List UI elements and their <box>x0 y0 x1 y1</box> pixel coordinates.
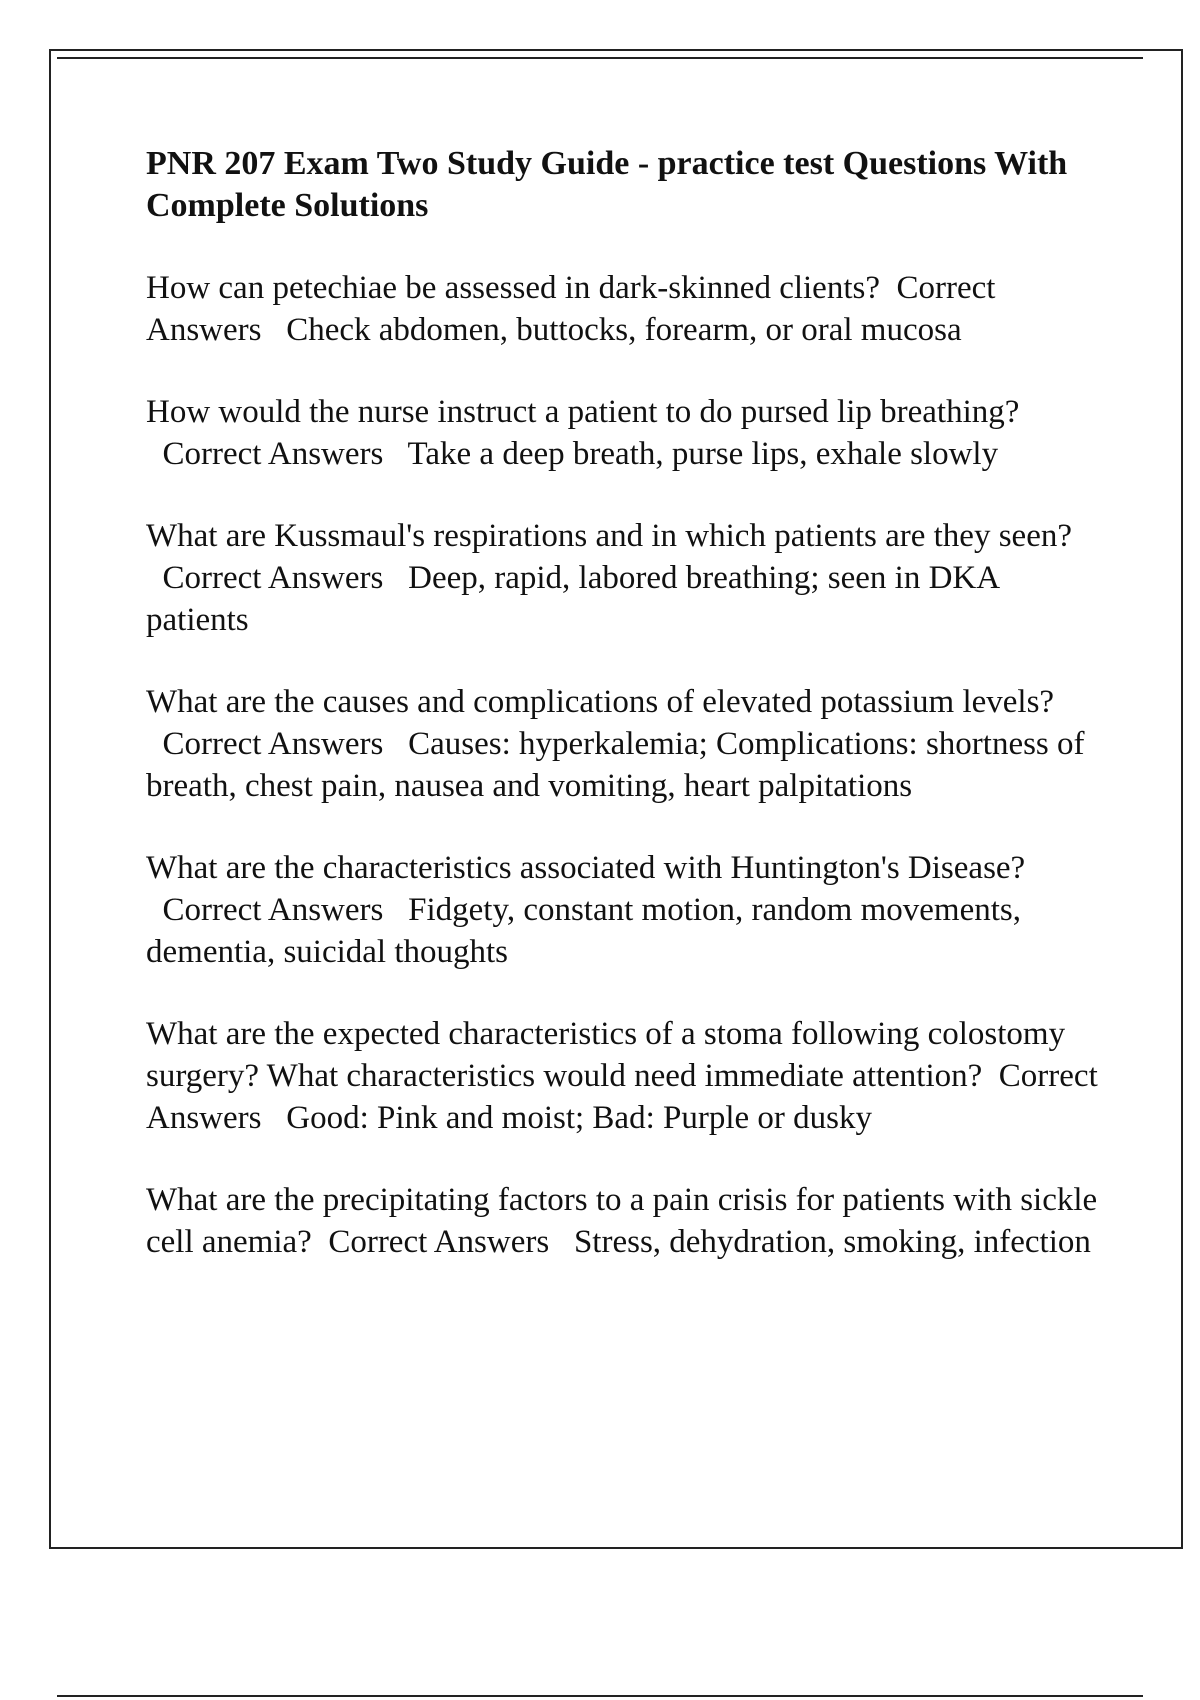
qa-item <box>146 1013 1106 1139</box>
question-text: What are the expected characteristics of a stoma following colostomy surgery? What characteristics would need immediate attention? <box>146 1016 1066 1094</box>
bottom-rule <box>57 1695 1143 1697</box>
qa-item <box>146 847 1106 973</box>
question-text: What are Kussmaul's respirations and in which patients are they seen? <box>146 518 1072 554</box>
answer-text: Stress, dehydration, smoking, infection <box>573 1224 1091 1260</box>
answer-label: Correct Answers <box>146 1058 1098 1136</box>
qa-item <box>146 515 1106 641</box>
answer-text: Fidgety, constant motion, random movements, dementia, suicidal thoughts <box>146 892 1021 970</box>
qa-item <box>146 391 1106 475</box>
question-text: What are the characteristics associated with Huntington's Disease? <box>146 850 1026 886</box>
question-text: How would the nurse instruct a patient to do pursed lip breathing? <box>146 394 1020 430</box>
answer-label: Correct Answers <box>162 892 384 928</box>
answer-label: Correct Answers <box>162 436 384 472</box>
answer-text: Good: Pink and moist; Bad: Purple or dusky <box>286 1100 872 1136</box>
answer-label: Correct Answers <box>146 270 996 348</box>
question-text: What are the causes and complications of elevated potassium levels? <box>146 684 1055 720</box>
qa-item <box>146 681 1106 807</box>
question-text: How can petechiae be assessed in dark-skinned clients? <box>146 270 880 306</box>
answer-label: Correct Answers <box>162 560 384 596</box>
document-title: PNR 207 Exam Two Study Guide - practice test Questions With Complete Solutions <box>146 145 1068 224</box>
answer-text: Deep, rapid, labored breathing; seen in DKA patients <box>146 560 999 638</box>
answer-text: Check abdomen, buttocks, forearm, or oral mucosa <box>286 312 962 348</box>
answer-label: Correct Answers <box>162 726 384 762</box>
question-text: What are the precipitating factors to a pain crisis for patients with sickle cell anemia? <box>146 1182 1098 1260</box>
answer-label: Correct Answers <box>328 1224 550 1260</box>
document-body <box>146 143 1106 1303</box>
qa-item <box>146 267 1106 351</box>
answer-text: Causes: hyperkalemia; Complications: shortness of breath, chest pain, nausea and vomiting, heart palpitations <box>146 726 1085 804</box>
qa-item <box>146 1179 1106 1263</box>
answer-text: Take a deep breath, purse lips, exhale slowly <box>407 436 999 472</box>
